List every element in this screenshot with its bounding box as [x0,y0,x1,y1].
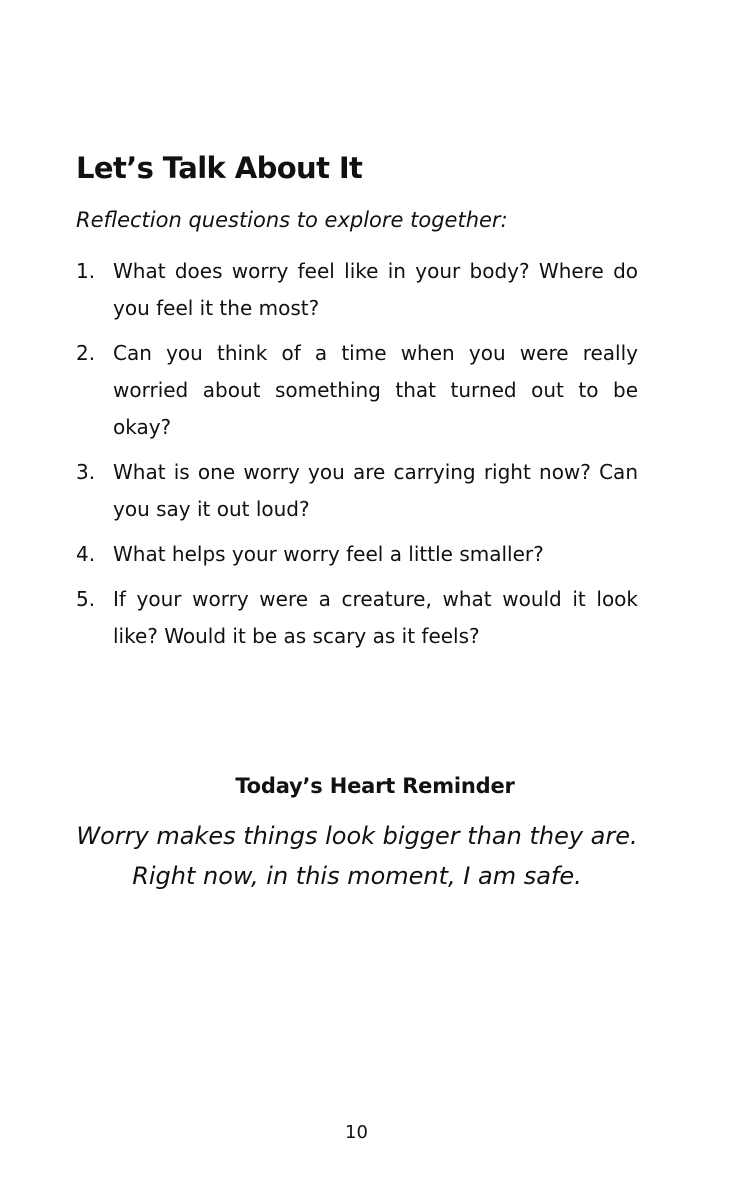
reflection-question-1 [76,253,638,327]
question-text-3: What is one worry you are carrying right now? Can you say it out loud? [113,460,638,521]
heart-reminder-heading: Today’s Heart Reminder [235,774,515,798]
question-text-2: Can you think of a time when you were really worried about something that turned out to be okay? [113,341,638,439]
question-text-1: What does worry feel like in your body? Where do you feel it the most? [113,259,638,320]
page-number: 10 [345,1122,368,1143]
heart-reminder-line-1: Worry makes things look bigger than they are. [76,822,638,850]
question-number-4: 4. [76,542,96,566]
heart-reminder-line-2: Right now, in this moment, I am safe. [132,862,582,890]
reflection-question-2 [76,335,638,446]
reflection-question-5 [76,581,638,655]
reflection-question-4 [76,536,638,573]
section-subtitle: Reflection questions to explore together: [76,208,508,232]
question-text-4: What helps your worry feel a little smaller? [113,542,544,566]
question-number-1: 1. [76,259,96,283]
section-title: Let’s Talk About It [76,151,363,185]
question-number-2: 2. [76,341,96,365]
question-text-5: If your worry were a creature, what would it look like? Would it be as scary as it feels? [113,587,638,648]
reflection-question-3 [76,454,638,528]
reflection-question-list [76,253,638,663]
question-number-5: 5. [76,587,96,611]
question-number-3: 3. [76,460,96,484]
